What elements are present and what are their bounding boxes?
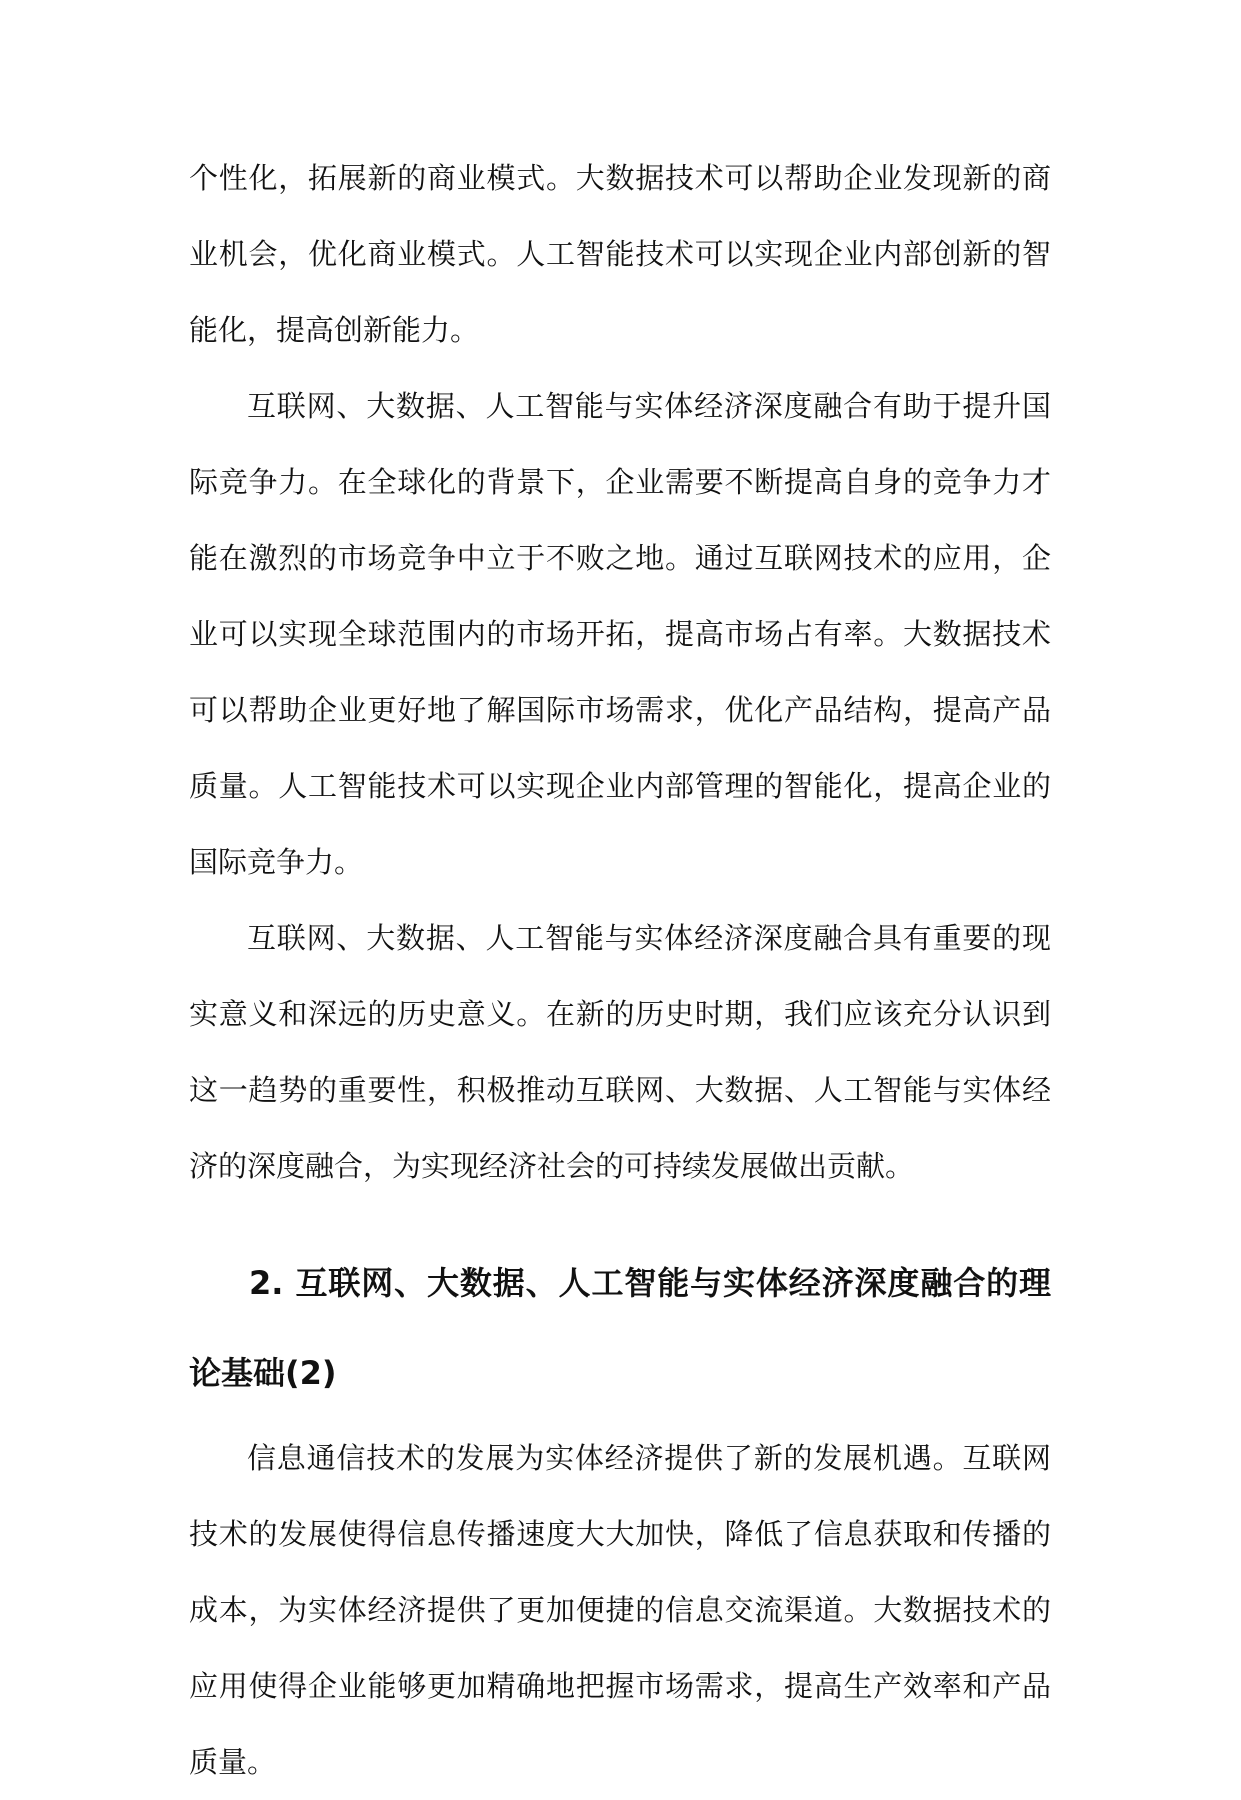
document-body bbox=[189, 140, 1051, 1800]
paragraph-ict-development: 信息通信技术的发展为实体经济提供了新的发展机遇。互联网技术的发展使得信息传播速度大大加快，降低了信息获取和传播的成本，为实体经济提供了更加便捷的信息交流渠道。大数据技术的应用使得企业能够更加精确地把握市场需求，提高生产效率和产品质量。 bbox=[189, 1441, 1051, 1779]
section-heading: 2. 互联网、大数据、人工智能与实体经济深度融合的理论基础(2) bbox=[189, 1264, 1051, 1392]
paragraph-international-competitiveness: 互联网、大数据、人工智能与实体经济深度融合有助于提升国际竞争力。在全球化的背景下，企业需要不断提高自身的竞争力才能在激烈的市场竞争中立于不败之地。通过互联网技术的应用，企业可以实现全球范围内的市场开拓，提高市场占有率。大数据技术可以帮助企业更好地了解国际市场需求，优化产品结构，提高产品质量。人工智能技术可以实现企业内部管理的智能化，提高企业的国际竞争力。 bbox=[189, 389, 1051, 879]
paragraph-continued: 个性化，拓展新的商业模式。大数据技术可以帮助企业发现新的商业机会，优化商业模式。人工智能技术可以实现企业内部创新的智能化，提高创新能力。 bbox=[189, 161, 1051, 347]
paragraph-significance: 互联网、大数据、人工智能与实体经济深度融合具有重要的现实意义和深远的历史意义。在新的历史时期，我们应该充分认识到这一趋势的重要性，积极推动互联网、大数据、人工智能与实体经济的深度融合，为实现经济社会的可持续发展做出贡献。 bbox=[189, 921, 1051, 1183]
